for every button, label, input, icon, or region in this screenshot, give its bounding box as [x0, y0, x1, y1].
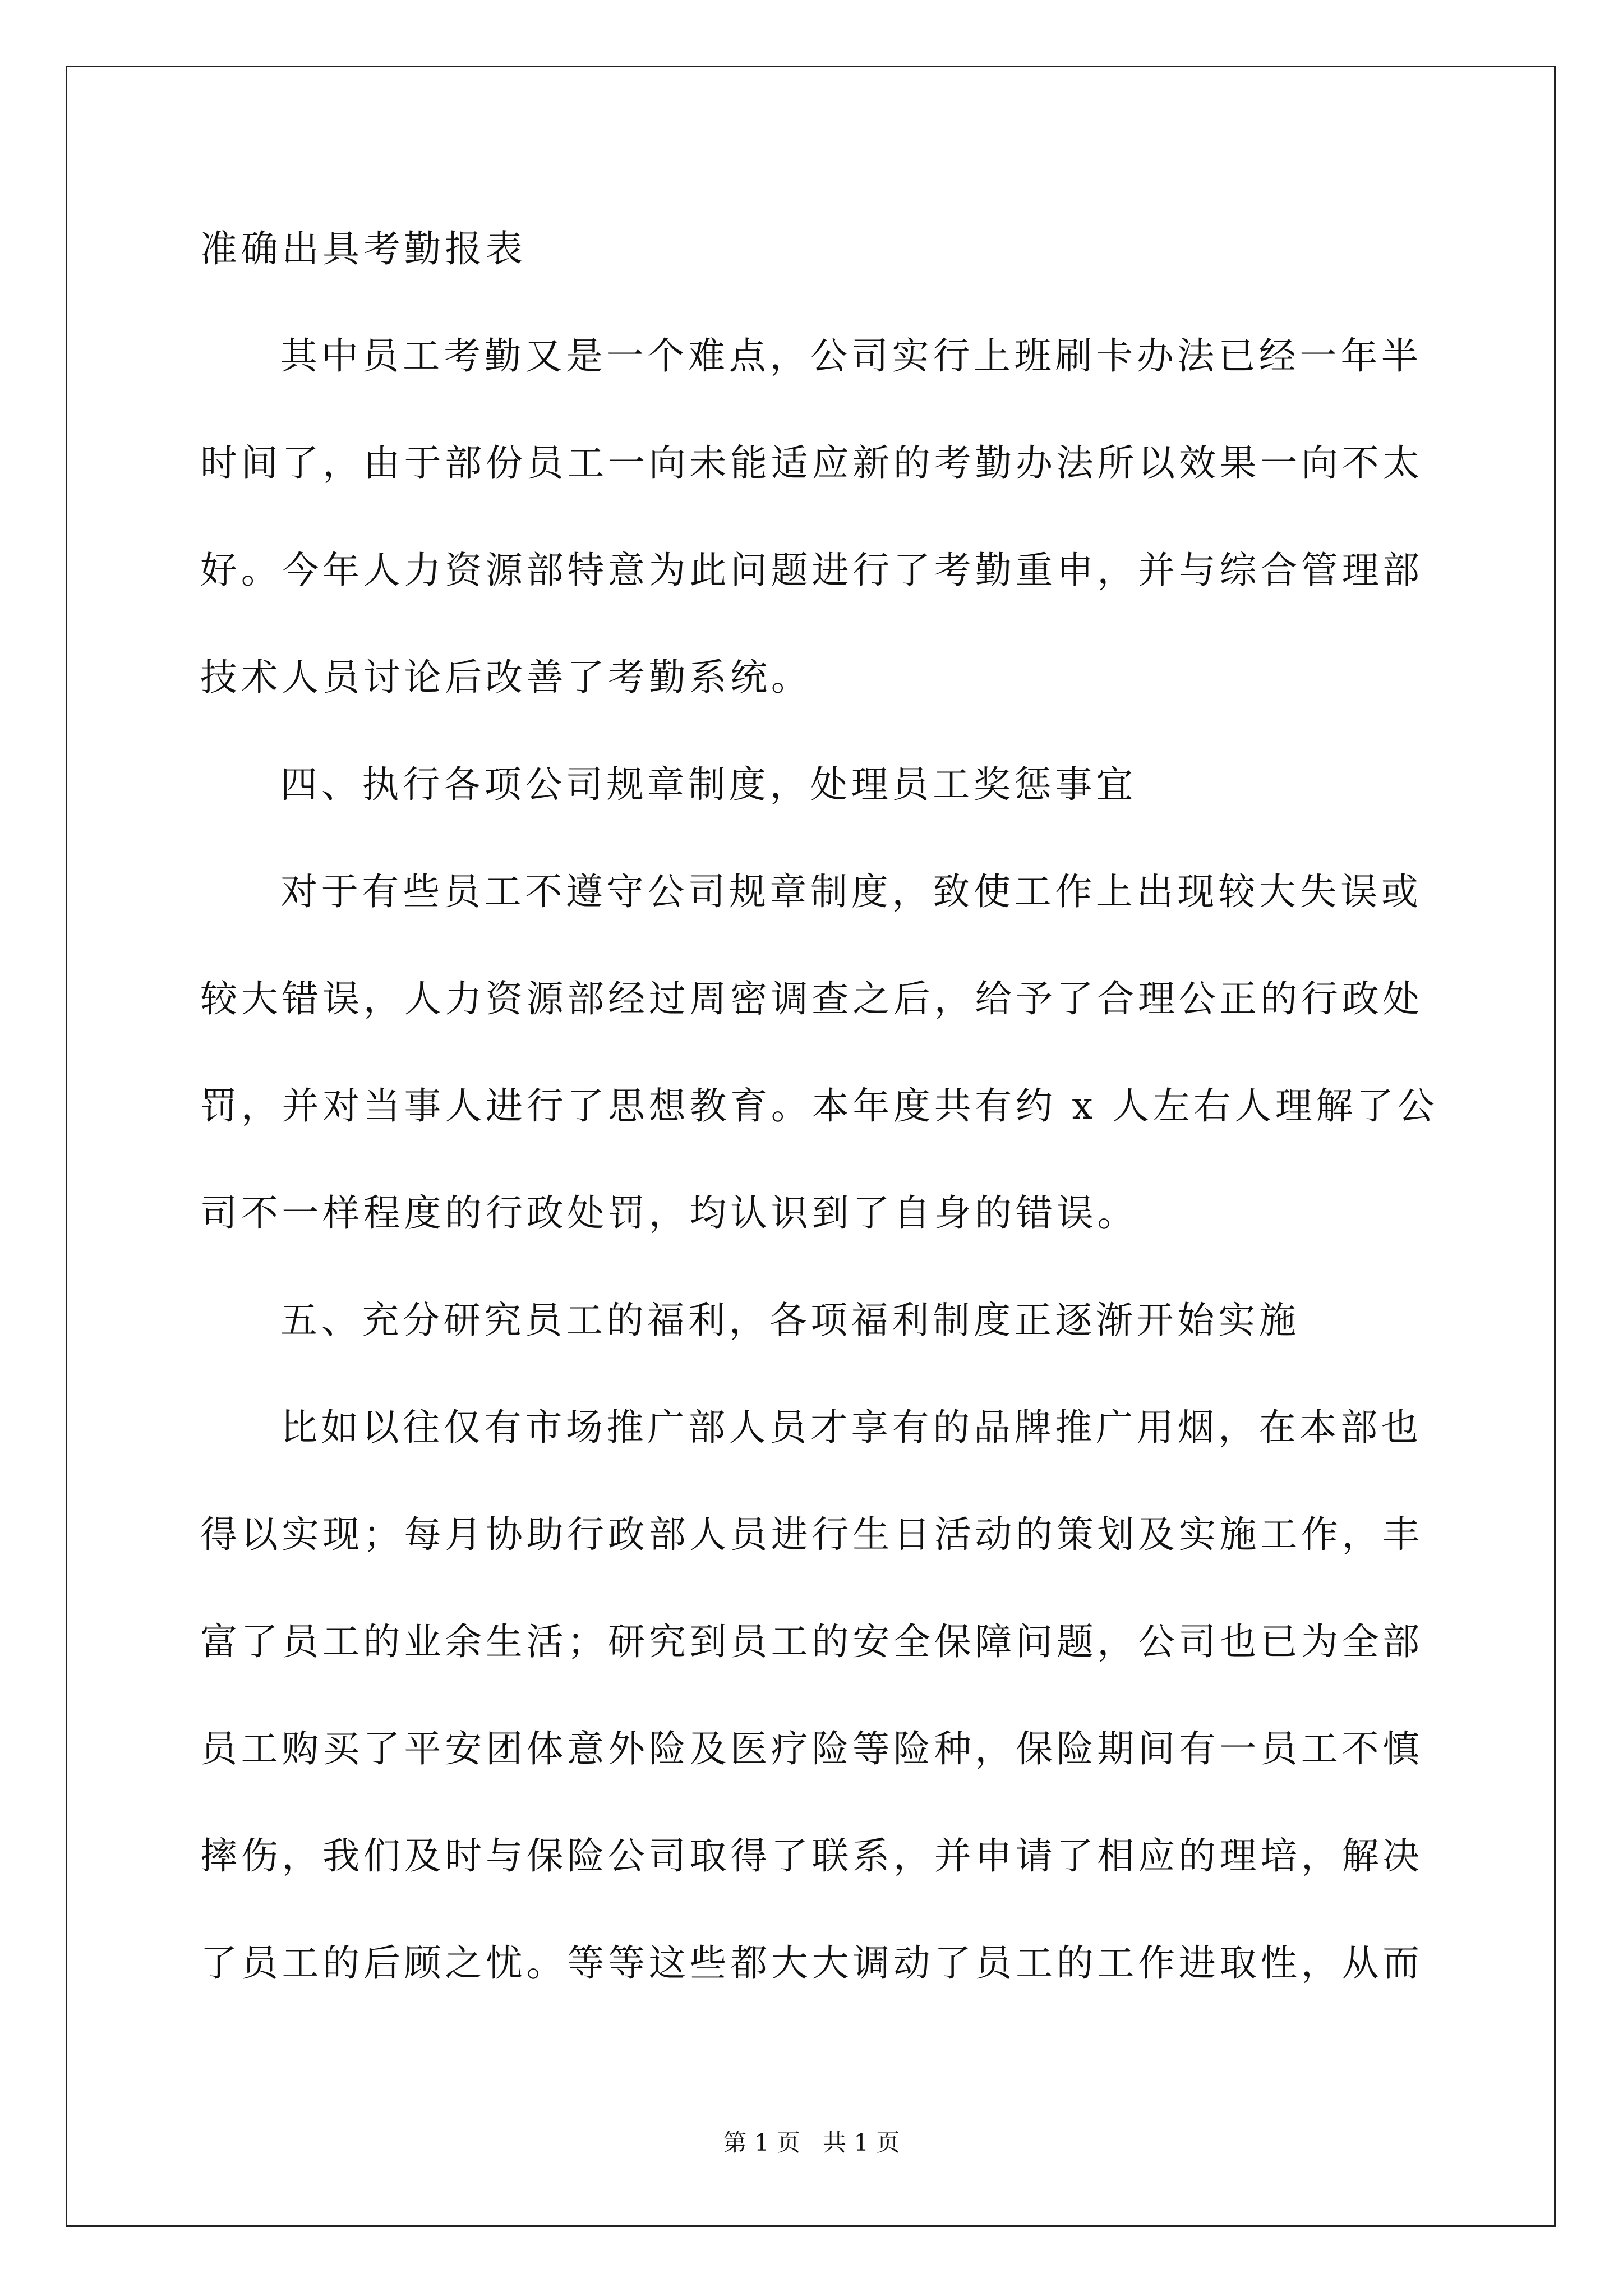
paragraph-start-line: 其中员工考勤又是一个难点，公司实行上班刷卡办法已经一年半 — [280, 334, 1422, 378]
text-line: 富了员工的业余生活；研究到员工的安全保障问题，公司也已为全部 — [200, 1620, 1423, 1663]
text-line: 技术人员讨论后改善了考勤系统。 — [200, 656, 812, 699]
text-line: 罚，并对当事人进行了思想教育。本年度共有约 x 人左右人理解了公 — [200, 1084, 1438, 1128]
page-number-footer: 第 1 页 共 1 页 — [723, 2129, 900, 2156]
text-line: 得以实现；每月协助行政部人员进行生日活动的策划及实施工作，丰 — [200, 1513, 1423, 1556]
section-heading-5: 五、充分研究员工的福利，各项福利制度正逐渐开始实施 — [280, 1299, 1300, 1342]
text-line: 时间了，由于部份员工一向未能适应新的考勤办法所以效果一向不太 — [200, 441, 1423, 485]
text-line: 员工购买了平安团体意外险及医疗险等险种，保险期间有一员工不慎 — [200, 1727, 1423, 1770]
paragraph-start-line: 对于有些员工不遵守公司规章制度，致使工作上出现较大失误或 — [280, 870, 1422, 913]
paragraph-start-line: 比如以往仅有市场推广部人员才享有的品牌推广用烟，在本部也 — [280, 1406, 1422, 1449]
document-body — [200, 195, 1438, 2017]
text-line: 好。今年人力资源部特意为此问题进行了考勤重申，并与综合管理部 — [200, 549, 1423, 592]
text-line: 较大错误，人力资源部经过周密调查之后，给予了合理公正的行政处 — [200, 977, 1423, 1020]
text-line: 司不一样程度的行政处罚，均认识到了自身的错误。 — [200, 1191, 1138, 1235]
text-line: 摔伤，我们及时与保险公司取得了联系，并申请了相应的理培，解决 — [200, 1834, 1423, 1878]
text-line: 准确出具考勤报表 — [200, 227, 527, 270]
section-heading-4: 四、执行各项公司规章制度，处理员工奖惩事宜 — [280, 763, 1137, 806]
text-line: 了员工的后顾之忧。等等这些都大大调动了员工的工作进取性，从而 — [200, 1941, 1423, 1985]
